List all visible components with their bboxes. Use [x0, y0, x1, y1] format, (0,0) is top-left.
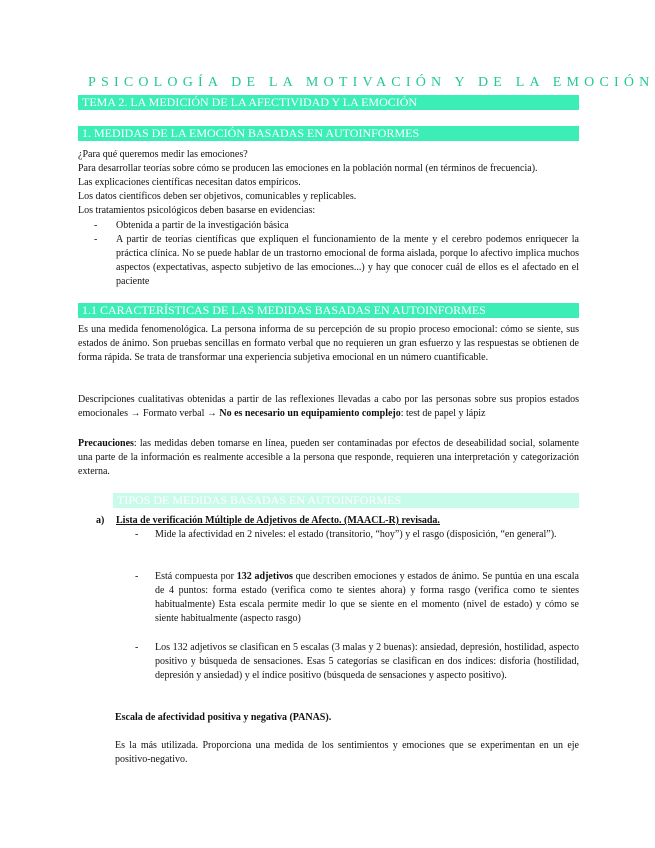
- list-marker: a): [96, 515, 105, 526]
- bold-phrase: No es necesario un equipamiento complejo: [219, 408, 401, 419]
- bullet-dash: -: [135, 571, 139, 582]
- intro-line: Los datos científicos deben ser objetivos, comunicables y replicables.: [78, 191, 357, 202]
- panas-paragraph: Es la más utilizada. Proporciona una medida de los sentimientos y emociones que se experimentan en un eje positivo-negativo.: [115, 740, 579, 765]
- bullet-dash: -: [94, 220, 98, 231]
- sub-bullet-text: Los 132 adjetivos se clasifican en 5 escalas (3 malas y 2 buenas): ansiedad, depresión, hostilidad, aspecto positivo y búsqueda de sensaciones. Esas 5 categorías se clasifican en dos índices: disforia (hostilidad, depresión y ansiedad) y el índice positivo (búsqueda de sensaciones y aspecto positivo).: [155, 642, 579, 681]
- bullet-text: A partir de teorías científicas que expliquen el funcionamiento de la mente y el cerebro podemos enriquecer la práctica clínica. No se puede hablar de un trastorno emocional de forma aislada, porque lo afectivo implica muchos aspectos (expectativas, aspecto subjetivo de las emociones...) y hay que conocer cuál de ellos es el afectado en el paciente: [116, 234, 579, 287]
- phenomenological-paragraph: Es una medida fenomenológica. La persona informa de su percepción de su propio proceso emocional: cómo se siente, sus estados de ánimo. Son pruebas sencillas en formato verbal que no requieren un gran esfuerzo y las respuestas se obtienen de forma rápida. Se trata de transformar una experiencia subjetiva emocional en un número cuantificable.: [78, 324, 579, 363]
- question-line: ¿Para qué queremos medir las emociones?: [78, 149, 248, 160]
- maacl-title: Lista de verificación Múltiple de Adjetivos de Afecto. (MAACL-R) revisada.: [116, 515, 440, 526]
- intro-line: Para desarrollar teorías sobre cómo se producen las emociones en la población normal (en términos de frecuencia).: [78, 163, 538, 174]
- section-1-heading: 1. MEDIDAS DE LA EMOCIÓN BASADAS EN AUTOINFORMES: [78, 126, 579, 141]
- section-1-intro: [78, 148, 579, 218]
- bullet-dash: -: [135, 642, 139, 653]
- bold-phrase: 132 adjetivos: [236, 571, 293, 582]
- qualitative-paragraph: Descripciones cualitativas obtenidas a partir de las reflexiones llevadas a cabo por las personas sobre sus propios estados emocionales → Formato verbal → No es necesario un equipamiento complejo: test de papel y lápiz: [78, 394, 579, 419]
- precautions-label: Precauciones: [78, 438, 134, 449]
- bullet-dash: -: [135, 529, 139, 540]
- intro-line: Las explicaciones científicas necesitan datos empíricos.: [78, 177, 301, 188]
- subject-title: PSICOLOGÍA DE LA MOTIVACIÓN Y DE LA EMOCIÓN: [88, 75, 655, 90]
- sub-bullet-text: Está compuesta por 132 adjetivos que describen emociones y estados de ánimo. Se puntúa en una escala de 4 puntos: forma estado (verifica como te sientes ahora) y forma rasgo (verifica como te sientes habitualmente) Esta escala permite medir lo que se siente en el momento (nivel de estado) y cómo se siente habitualmente (aspecto rasgo): [155, 571, 579, 624]
- bullet-dash: -: [94, 234, 98, 245]
- panas-title: Escala de afectividad positiva y negativa (PANAS).: [115, 712, 332, 723]
- intro-line: Los tratamientos psicológicos deben basarse en evidencias:: [78, 205, 316, 216]
- sub-bullet-text: Mide la afectividad en 2 niveles: el estado (transitorio, “hoy”) y el rasgo (disposición, “en general”).: [155, 529, 557, 540]
- precautions-paragraph: Precauciones: las medidas deben tomarse en línea, pueden ser contaminadas por efectos de deseabilidad social, solamente una parte de la información es realmente accesible a la persona que responde, requieren una interpretación y categorización externa.: [78, 438, 579, 477]
- section-1-1-heading: 1.1 CARACTERÍSTICAS DE LAS MEDIDAS BASADAS EN AUTOINFORMES: [78, 303, 579, 318]
- topic-title-bar: TEMA 2. LA MEDICIÓN DE LA AFECTIVIDAD Y LA EMOCIÓN: [78, 95, 579, 110]
- bullet-text: Obtenida a partir de la investigación básica: [116, 220, 289, 231]
- types-heading: TIPOS DE MEDIDAS BASADAS EN AUTOINFORMES: [113, 493, 579, 508]
